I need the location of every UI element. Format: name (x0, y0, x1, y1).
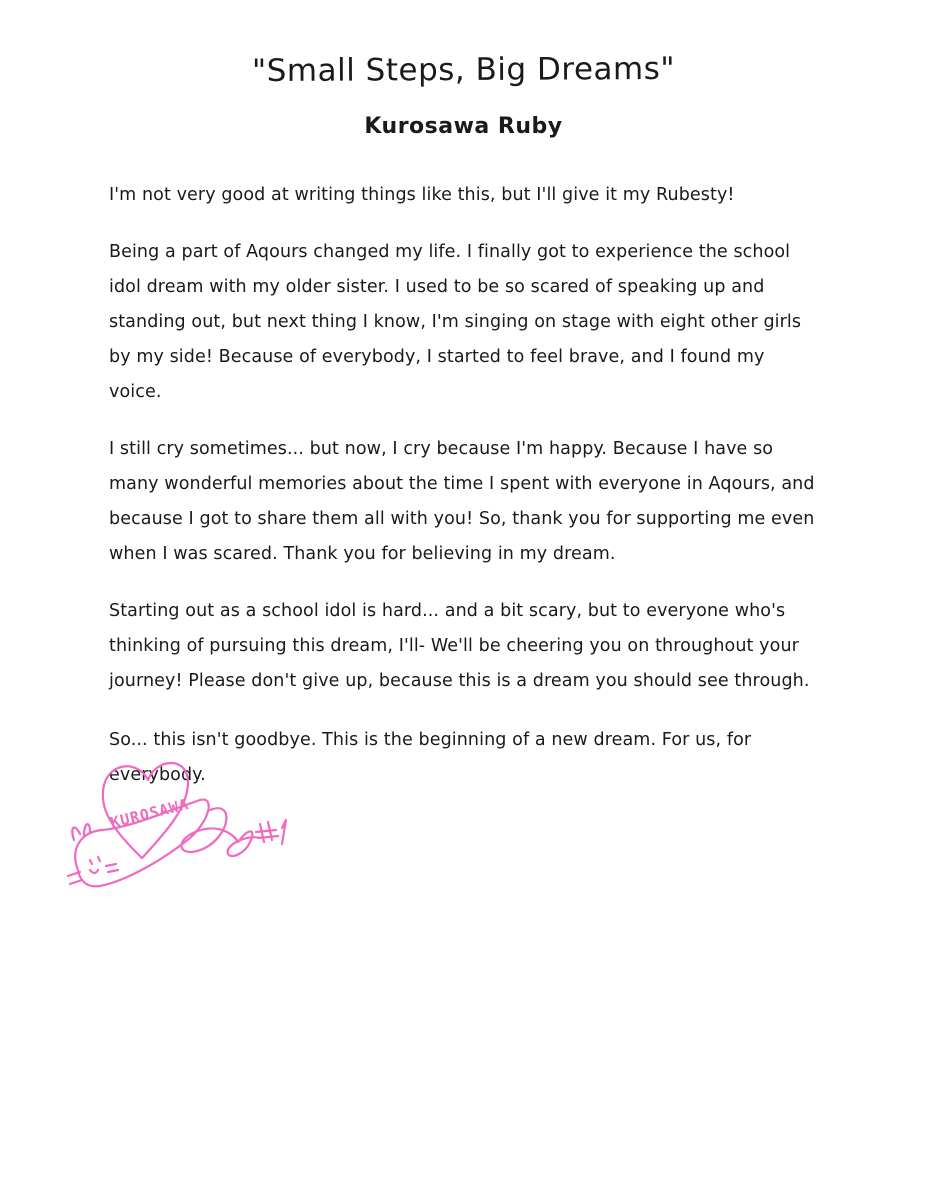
letter-paragraph-2: Being a part of Aqours changed my life. I finally got to experience the school idol dream with my older sister. I used to be so scared of speaking up and standing out, but next thing I know, I'm singing on stage with eight other girls by my side! Because of everybody, I started to feel brave, and I found my voice. (109, 242, 802, 402)
letter-paragraph-3: I still cry sometimes... but now, I cry because I'm happy. Because I have so many wonderful memories about the time I spent with everyone in Aqours, and because I got to share them all with you! So, thank you for supporting me even when I was scared. Thank you for believing in my dream. (109, 439, 815, 564)
letter-body (109, 178, 819, 815)
letter-paragraph-5: So... this isn't goodbye. This is the beginning of a new dream. For us, for everybody. (109, 730, 752, 785)
letter-paragraph-1: I'm not very good at writing things like this, but I'll give it my Rubesty! (109, 185, 735, 205)
letter-author: Kurosawa Ruby (364, 114, 563, 139)
signature-drawing (60, 740, 300, 900)
letter-paragraph-4: Starting out as a school idol is hard... and a bit scary, but to everyone who's thinking of pursuing this dream, I'll- We'll be cheering you on throughout your journey! Please don't give up, because this is a dream you should see through. (109, 601, 810, 691)
letter-title: "Small Steps, Big Dreams" (251, 50, 676, 90)
signature-text: KUROSAWA (108, 795, 191, 832)
